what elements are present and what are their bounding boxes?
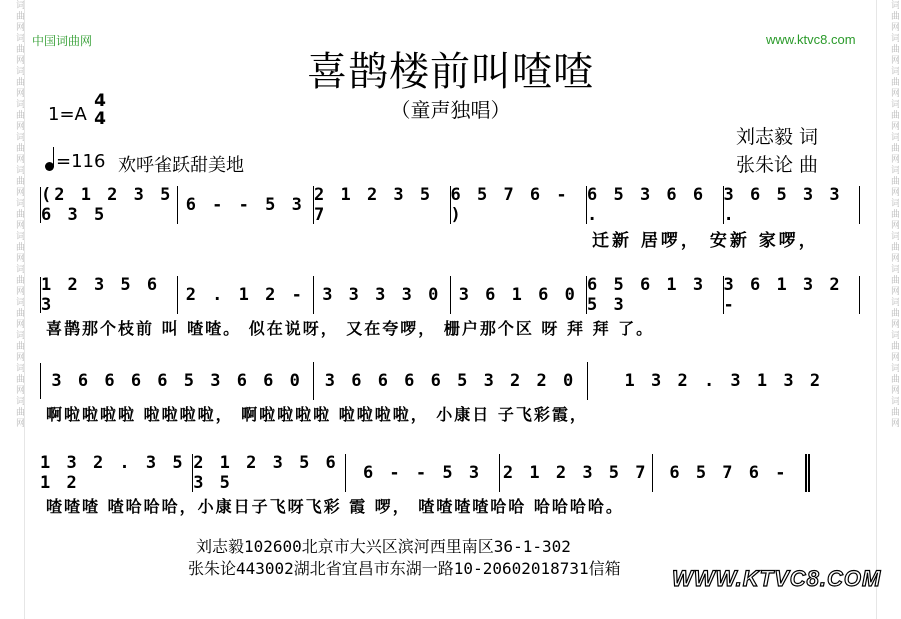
measure: 2 1 2 3 5 7: [500, 454, 653, 492]
measure: 3 6 6 6 6 5 3 6 6 0: [41, 362, 314, 400]
lyric-line: 喜鹊那个枝前 叫 喳喳。 似在说呀， 又在夸啰， 栅户那个区 呀 拜 拜 了。: [46, 319, 655, 338]
measure: 3 6 5 3 3 .: [724, 186, 861, 224]
lyric-line: 啊啦啦啦啦 啦啦啦啦， 啊啦啦啦啦 啦啦啦啦， 小康日 子飞彩霞，: [46, 405, 588, 424]
lyricist-address: 刘志毅102600北京市大兴区滨河西里南区36-1-302: [196, 537, 571, 556]
time-signature: [92, 92, 108, 128]
measure: 3 6 1 6 0: [451, 276, 588, 314]
tempo-marking: [45, 151, 105, 172]
expression-marking: 欢呼雀跃甜美地: [118, 155, 244, 176]
measure: 6 5 3 6 6 .: [587, 186, 724, 224]
lyric-line: 喳喳喳 喳哈哈哈，小康日子飞呀飞彩 霞 啰， 喳喳喳喳哈哈 哈哈哈哈。: [46, 497, 624, 516]
lyric-line: 迁新 居啰， 安新 家啰，: [592, 231, 819, 251]
measure: 6 5 6 1 3 5 3: [587, 276, 724, 314]
composer-address: 张朱论443002湖北省宜昌市东湖一路10-20602018731信箱: [188, 559, 621, 578]
measure: 3 6 1 3 2 -: [724, 276, 861, 314]
left-edge-watermark: 词曲网词曲网词曲网词曲网词曲网词曲网词曲网词曲网词曲网词曲网词曲网词曲网词曲网: [2, 0, 25, 619]
measure: 1 2 3 5 6 3: [41, 276, 178, 314]
score-system: [40, 454, 810, 492]
site-name-cn[interactable]: 中国词曲网: [32, 34, 93, 48]
site-url[interactable]: www.ktvc8.com: [766, 32, 856, 47]
measure: 1 3 2 . 3 1 3 2: [624, 371, 824, 391]
measure: 2 . 1 2 -: [178, 276, 315, 314]
measure: (2 1 2 3 5 6 3 5: [41, 186, 178, 224]
key-signature: 1=A: [48, 104, 87, 125]
composer-credit: 张朱论 曲: [736, 154, 819, 176]
measure: 1 3 2 . 3 5 1 2: [40, 454, 193, 492]
score-system: [40, 362, 860, 400]
measure: 2 1 2 3 5 7: [314, 186, 451, 224]
meter-top: 4: [94, 91, 106, 111]
song-title: 喜鹊楼前叫喳喳: [307, 49, 594, 95]
measure: 3 6 6 6 6 5 3 2 2 0: [314, 362, 587, 400]
score-system: [40, 186, 860, 224]
meter-bottom: 4: [94, 109, 106, 129]
lyricist-credit: 刘志毅 词: [736, 126, 819, 148]
measure: 6 - - 5 3: [178, 186, 315, 224]
quarter-note-icon: [45, 162, 54, 171]
measure: 3 3 3 3 0: [314, 276, 451, 314]
score-system: [40, 276, 860, 314]
measure: 6 5 7 6 - ): [451, 186, 588, 224]
final-measure: 6 5 7 6 -: [653, 454, 810, 492]
song-subtitle: （童声独唱）: [390, 98, 511, 122]
measure: 6 - - 5 3: [346, 454, 499, 492]
measure: 2 1 2 3 5 6 3 5: [193, 454, 346, 492]
right-edge-watermark: 词曲网词曲网词曲网词曲网词曲网词曲网词曲网词曲网词曲网词曲网词曲网词曲网词曲网: [876, 0, 899, 619]
site-watermark: WWW.KTVC8.COM: [672, 566, 882, 591]
tempo-value: =116: [56, 151, 106, 172]
